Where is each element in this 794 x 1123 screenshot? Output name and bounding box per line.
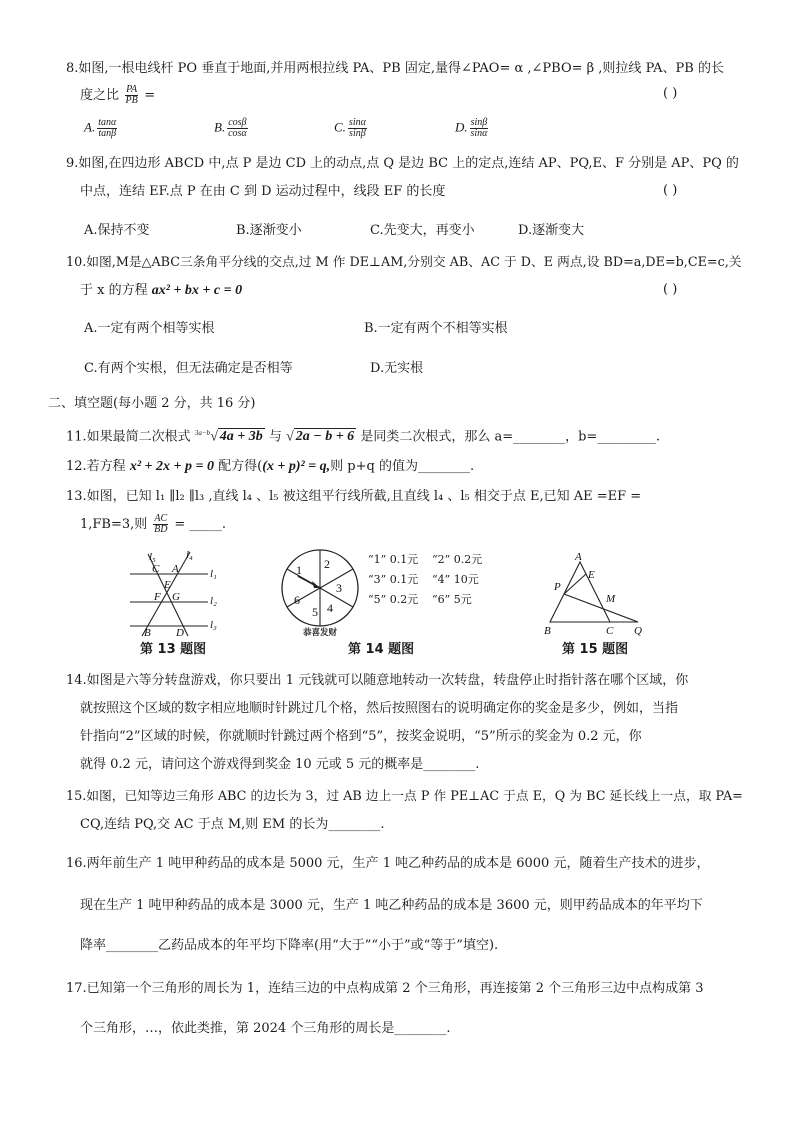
- q14-line1: 14.如图是六等分转盘游戏，你只要出 1 元钱就可以随意地转动一次转盘，转盘停止时指针落在哪个区域，你: [66, 673, 689, 688]
- fig13-label-l3: l₃: [210, 619, 217, 631]
- fig15-label-c: C: [606, 625, 614, 636]
- q15-line1: 15.如图，已知等边三角形 ABC 的边长为 3，过 AB 边上一点 P 作 PE⊥AC 于点 E，Q 为 BC 延长线上一点，取 PA=: [66, 789, 743, 804]
- fig13-label-c: C: [152, 563, 160, 575]
- wheel-sector-4: 4: [327, 601, 333, 615]
- q10-option-c: C.有两个实根，但无法确定是否相等: [84, 361, 293, 376]
- q12-line: [66, 458, 474, 476]
- prize-6: “6” 5元: [432, 593, 472, 606]
- q8-option-c: C. $\frac{\sin\alpha}{\sin\beta}$: [334, 117, 366, 139]
- q8-line2-suffix: =: [144, 88, 156, 103]
- q17-line1: 17.已知第一个三角形的周长为 1，连结三边的中点构成第 2 个三角形，再连接第 2 个三角形三边中点构成第 3: [66, 981, 704, 996]
- q10-answer-paren: ( ): [663, 282, 678, 297]
- q8-option-a: A. $\frac{\tan\alpha}{\tan\beta}$: [84, 117, 117, 139]
- wheel-footer: 恭喜发财: [302, 628, 338, 638]
- fig15-label-e: E: [588, 569, 595, 581]
- q14-line4: 就得 0.2 元，请问这个游戏得到奖金 10 元或 5 元的概率是________.: [80, 757, 480, 772]
- q8-answer-paren: ( ): [663, 86, 678, 101]
- fig15-label-m: M: [606, 593, 616, 605]
- q13-line1: 13.如图，已知 l₁ ∥l₂ ∥l₃ ,直线 l₄ 、l₅ 被这组平行线所截,且直线 l₄ 、l₅ 相交于点 E,已知 AE =EF =: [66, 489, 642, 504]
- q16-line1: 16.两年前生产 1 吨甲种药品的成本是 5000 元，生产 1 吨乙种药品的成本是 6000 元，随着生产技术的进步，: [66, 856, 710, 871]
- q12-suffix: 则 p+q 的值为________.: [330, 459, 475, 474]
- q13-ratio-den: BD: [154, 524, 168, 535]
- q8-ratio: [125, 85, 138, 106]
- q9-line1: 9.如图,在四边形 ABCD 中,点 P 是边 CD 上的动点,点 Q 是边 BC 上的定点,连结 AP、PQ,E、F 分别是 AP、PQ 的: [66, 156, 739, 171]
- q11-prefix: 11.如果最简二次根式: [66, 429, 191, 445]
- q12-prefix: 12.若方程: [66, 459, 126, 474]
- figure-15-caption: 第 15 题图: [562, 642, 629, 657]
- q9-option-a: A.保持不变: [84, 223, 150, 238]
- q8-ratio-num: PA: [126, 84, 138, 95]
- q11-suffix: 是同类二次根式，那么 a=________，b=_________.: [360, 429, 660, 445]
- figure-13-caption: 第 13 题图: [140, 642, 207, 657]
- q9-line2: 中点，连结 EF.点 P 在由 C 到 D 运动过程中，线段 EF 的长度: [80, 184, 446, 199]
- fig13-label-b: B: [144, 627, 151, 638]
- figure-15: [538, 550, 650, 636]
- q12-equation1: x² + 2x + p = 0: [129, 459, 214, 474]
- q13-line2-suffix: = _____.: [174, 517, 227, 532]
- q13-line2-prefix: 1,FB=3,则: [80, 517, 148, 532]
- prize-4: “4” 10元: [432, 573, 479, 586]
- q12-mid: 配方得(: [218, 459, 263, 474]
- q9-option-b: B.逐渐变小: [236, 223, 302, 238]
- q10-line2-prefix: 于 x 的方程: [80, 283, 148, 298]
- q11-radicand1: 4a + 3b: [219, 429, 263, 445]
- fig13-label-l1: l₁: [210, 568, 217, 580]
- q11-mid: 与: [268, 429, 282, 445]
- prize-1: “1” 0.1元: [368, 553, 419, 566]
- q10-option-d: D.无实根: [370, 361, 424, 376]
- figure-14-prizes: [368, 550, 498, 610]
- q10-line1: 10.如图,M是△ABC三条角平分线的交点,过 M 作 DE⊥AM,分别交 AB、AC 于 D、E 两点,设 BD=a,DE=b,CE=c,关: [66, 255, 742, 270]
- q13-line2: [80, 514, 226, 535]
- q15-line2: CQ,连结 PQ,交 AC 于点 M,则 EM 的长为________.: [80, 817, 385, 832]
- wheel-sector-1: 1: [296, 563, 302, 577]
- fig13-label-e: E: [164, 579, 171, 591]
- q9-option-c: C.先变大，再变小: [370, 223, 475, 238]
- wheel-sector-5: 5: [312, 605, 318, 619]
- q8-option-b: B. $\frac{\cos\beta}{\cos\alpha}$: [214, 117, 247, 139]
- q8-ratio-den: PB: [125, 95, 138, 106]
- q16-line3: 降率________乙药品成本的年平均下降率(用“大于”“小于”或“等于”填空).: [80, 938, 499, 953]
- q11-radicand2: 2a − b + 6: [295, 429, 355, 445]
- fig15-label-a: A: [575, 551, 582, 563]
- q8-line2-prefix: 度之比: [80, 88, 120, 103]
- q10-equation: ax² + bx + c = 0: [151, 283, 243, 298]
- q10-option-a: A.一定有两个相等实根: [84, 321, 215, 336]
- q8-option-d: D. $\frac{\sin\beta}{\sin\alpha}$: [455, 117, 488, 139]
- fig13-label-l4: l₄: [186, 549, 193, 561]
- fig15-label-b: B: [544, 625, 551, 636]
- q14-line2: 就按照这个区域的数字相应地顺时针跳过几个格，然后按照图右的说明确定你的奖金是多少，例如，当指: [80, 701, 679, 716]
- prize-2: “2” 0.2元: [432, 553, 483, 566]
- q10-option-b: B.一定有两个不相等实根: [364, 321, 508, 336]
- q9-answer-paren: ( ): [663, 183, 678, 198]
- fig13-label-d: D: [176, 627, 184, 638]
- fig13-label-g: G: [172, 591, 180, 603]
- wheel-sector-2: 2: [324, 557, 330, 571]
- q11-root-index: 3a−b: [194, 429, 211, 437]
- fig15-label-p: P: [554, 581, 561, 593]
- fig15-label-q: Q: [634, 625, 642, 636]
- q8-line2: [80, 85, 155, 106]
- q12-equation2: (x + p)² = q,: [262, 459, 331, 474]
- fig13-label-l5: l₅: [149, 551, 156, 563]
- fig13-label-l2: l₂: [210, 595, 217, 607]
- fig13-label-a: A: [172, 563, 179, 575]
- q16-line2: 现在生产 1 吨甲种药品的成本是 3000 元，生产 1 吨乙种药品的成本是 3600 元，则甲药品成本的年平均下: [80, 898, 703, 913]
- q17-line2: 个三角形，…，依此类推，第 2024 个三角形的周长是________.: [80, 1021, 451, 1036]
- prize-5: “5” 0.2元: [368, 593, 419, 606]
- wheel-sector-3: 3: [336, 581, 342, 595]
- figure-14-caption: 第 14 题图: [348, 642, 415, 657]
- q10-line2: [80, 282, 242, 300]
- q9-option-d: D.逐渐变大: [518, 223, 585, 238]
- section-heading: 二、填空题(每小题 2 分，共 16 分): [48, 396, 256, 411]
- q13-ratio-num: AC: [154, 513, 168, 524]
- wheel-sector-6: 6: [294, 593, 300, 607]
- figure-13: [126, 548, 230, 638]
- figure-14-wheel: [272, 546, 368, 638]
- q13-ratio: [153, 514, 168, 535]
- prize-3: “3” 0.1元: [368, 573, 419, 586]
- fig13-label-f: F: [154, 591, 161, 603]
- q14-line3: 针指向“2”区域的时候，你就顺时针跳过两个格到“5”，按奖金说明，“5”所示的奖金为 0.2 元，你: [80, 729, 642, 744]
- q8-line1: 8.如图,一根电线杆 PO 垂直于地面,并用两根拉线 PA、PB 固定,量得∠PAO= α ,∠PBO= β ,则拉线 PA、PB 的长: [66, 61, 724, 76]
- q11-line: 11.如果最简二次根式 $^{3a-b}$√ 4a + 3b 与 √ 2a − b + 6 是同类二次根式，那么 a=________，b=_________.: [66, 429, 660, 445]
